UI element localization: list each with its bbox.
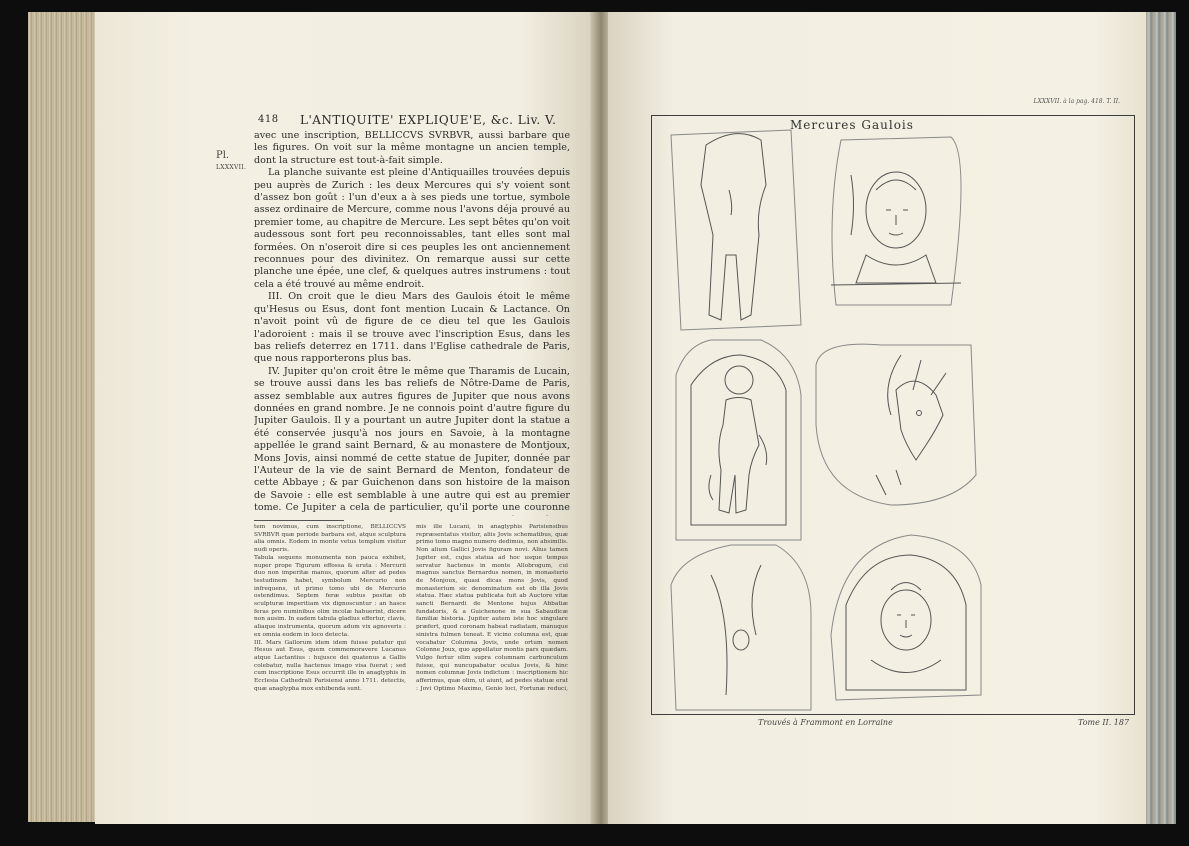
note-paragraph: III. Mars Gallorum idem idem fuisse putatur qui Hesus aut Esus, quem commemoravere Lucanus atque Lactantius : hujusce dei quatenus a Gallis colebatur, nulla hactenus imago visa fuerat ; sed cum inscriptione Esus occurrit ille in anaglyphis in Ecclesia Cathedrali Parisiensi anno 1711. detectis, quæ anaglypha mox exhibenda sunt. (254, 639, 406, 692)
latin-notes (254, 524, 574, 692)
note-paragraph: mis ille Lucani, in anaglyphis Parisiensibus repræsentatus visitur, aliis Jovis schematibus, quæ primo tomo magno numero dedimus, non absimilis. Non alium Gallici Jovis figuram novi. Alius tamen Jupiter est, cujus statua ad hoc usque tempus servatur hactenus in monte Allobrogum, cui magnus sanctus Bernardus nomen, in monasterio de Monjoux, quasi dicas mons Jovis, quod monasterium sic denominatum est ob illa Jovis statua. Hæc statua publicata fuit ab Auctore vitæ sancti Bernardi de Mentone hujus Abbatiæ fundatoris, & a Guichenone in sua Sabaudicæ familiæ historia. Jupiter autem iste hoc singulare præfert, quod coronam habeat radiatam, manuque sinistra fulmen teneat. E vicino columna est, quæ vocabatur Columna Jovis, unde ortum nomen Colonne Joux, quo appellatur montis pars quædam. Vulgo fertur olim supra columnam carbunculum fuisse, qui nuncupabatur oculus Jovis, & hinc nomen columnæ Jovis indictum : inscriptionem hic afferimus, quæ olim, ut aiunt, ad pedes statuæ erat : Jovi Optimo Maximo, Genio loci, Fortunæ reduci, (416, 524, 568, 692)
engraving-horned-animal (816, 344, 976, 505)
note-paragraph: tem novimus, cum inscriptione, BELLICCVS SVRBVR quæ periode barbara est, atque sculptura alia omnis. Eodem in monte vetus templum visitur nudi operis. (254, 524, 406, 554)
paragraph: La planche suivante est pleine d'Antiquailles trouvées depuis peu auprès de Zurich : les deux Mercures qui s'y voient sont d'assez bon goût : l'un d'eux a à ses pieds une tortue, symbole assez ordinaire de Mercure, comme nous l'avons déja prouvé au premier tome, au chapitre de Mercure. Les sept bêtes qu'on voit audessous sont fort peu reconnoissables, tant elles sont mal formées. On n'oseroit dire si ces peuples les ont anciennement reconnues pour des divinitez. On remarque aussi sur cette planche une épée, une clef, & quelques autres instrumens : tout cela a été trouvé au même endroit. (254, 167, 570, 290)
body-text (254, 130, 570, 516)
left-page-edges (28, 12, 98, 822)
running-title: L'ANTIQUITE' EXPLIQUE'E, &c. Liv. V. (300, 113, 557, 127)
engraving-fragment (671, 545, 811, 710)
engraving-standing-figure (671, 130, 801, 330)
plate-title: Mercures Gaulois (790, 118, 914, 132)
engraving-face-relief-bottom (831, 535, 981, 700)
right-page-edges (1146, 12, 1176, 824)
margin-note (216, 150, 256, 174)
plate-caption-location: Trouvés à Frammont en Lorraine (758, 718, 893, 727)
paragraph: IV. Jupiter qu'on croit être le même que Tharamis de Lucain, se trouve aussi dans les bas reliefs de Nôtre-Dame de Paris, assez semblable aux autres figures de Jupiter que nous avons données en grand nombre. Je ne connois point d'autre figure du Jupiter Gaulois. Il y a pourtant un autre Jupiter dont la statue a été conservée jusqu'à nos jours en Savoie, à la montagne appellée le grand saint Bernard, & au monastere de Montjoux, Mons Jovis, ainsi nommé de cette statue de Jupiter, donnée par l'Auteur de la vie de saint Bernard de Menton, fondateur de cette Abbaye ; & par Guichenon dans son histoire de la maison de Savoie : elle est semblable à une autre qui est au premier tome. Ce Jupiter a cela de particulier, qu'il porte une couronne (254, 365, 570, 514)
plate-top-caption: LXXXVII. à la pag. 418. T. II. (1033, 98, 1120, 105)
notes-column-right (416, 524, 568, 692)
engraving-niche-figure (676, 340, 801, 540)
notes-column-left (254, 524, 406, 692)
page-number: 418 (258, 114, 279, 125)
note-paragraph: Tabula sequens monumenta non pauca exhibet, nuper prope Tigurum effossa & eruta : Mercurii duo non imperitæ manus, quorum alter ad pedes testudinem habet, symbolum Mercurio non infrequens, ut primo tomo ubi de Mercurio ostendimus. Septem feræ subtus positæ ob sculpturæ imperitiam vix dignoscuntur : an hasce feras pro numinibus olim incolæ habuerint, dicere non ausim. In eadem tabula gladius effertur, clavis, aliaque instrumenta, quorum adum vix agnoveris : ex omnia eodem in loco detecta. (254, 554, 406, 638)
paragraph: III. On croit que le dieu Mars des Gaulois étoit le même qu'Hesus ou Esus, dont font mention Lucain & Lactance. On n'avoit point vû de figure de ce dieu tel que les Gaulois l'adoroient : mais il se trouve avec l'inscription Esus, dans les bas reliefs deterrez en 1711. dans l'Eglise cathedrale de Paris, que nous rapporterons plus bas. (254, 291, 570, 365)
margin-note-plate-number: LXXXVII. (216, 164, 247, 171)
paragraph: avec une inscription, BELLICCVS SVRBVR, aussi barbare que les figures. On voit sur la même montagne un ancien temple, dont la structure est tout-à-fait simple. (254, 130, 570, 166)
plate-caption-volume: Tome II. 187 (1078, 718, 1130, 727)
margin-note-label: Pl. (216, 150, 230, 161)
plate-engravings (651, 115, 1135, 715)
engraving-face-relief-top (831, 137, 961, 305)
footnote-rule (254, 520, 344, 521)
